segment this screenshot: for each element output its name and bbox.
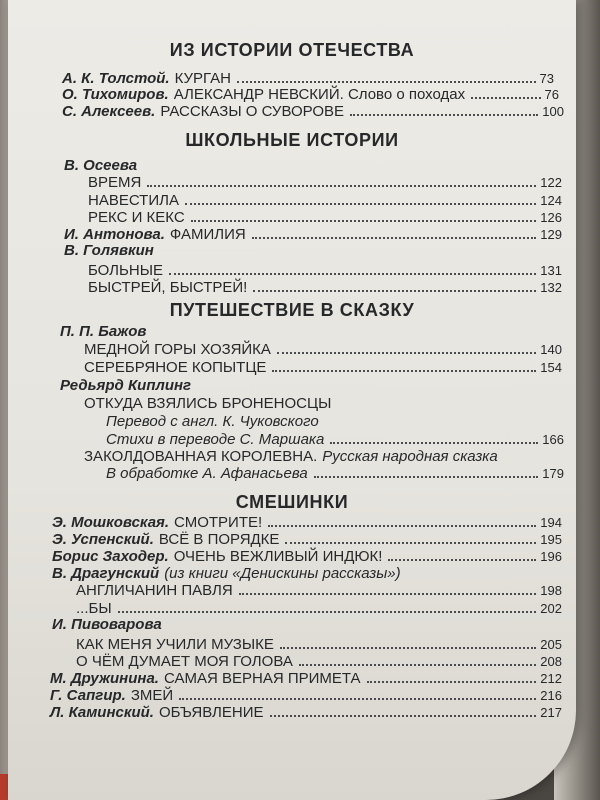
entry-subtitle: Русская народная сказка xyxy=(322,448,498,465)
author-name: Редьярд Киплинг xyxy=(60,377,192,394)
dot-leader xyxy=(471,97,540,99)
dot-leader xyxy=(169,273,536,275)
toc-entry xyxy=(76,636,562,654)
page-number: 140 xyxy=(540,342,562,357)
author-name: В. Осеева xyxy=(64,157,138,174)
dot-leader xyxy=(388,559,536,561)
entry-author: М. Дружинина. xyxy=(50,670,159,687)
page-number: 132 xyxy=(540,280,562,295)
entry-author: Борис Заходер. xyxy=(52,548,169,565)
dot-leader xyxy=(147,185,536,187)
page-number: 195 xyxy=(540,532,562,547)
entry-title-line xyxy=(84,395,331,413)
toc-entry xyxy=(52,514,562,532)
toc-entry xyxy=(62,103,564,121)
page-number: 154 xyxy=(540,360,562,375)
dot-leader xyxy=(367,681,537,683)
page-number: 126 xyxy=(540,210,562,225)
toc-entry xyxy=(62,86,559,104)
dot-leader xyxy=(299,664,536,666)
page-number: 196 xyxy=(540,549,562,564)
dot-leader xyxy=(285,542,536,544)
entry-author: Э. Мошковская. xyxy=(52,514,170,531)
author-heading xyxy=(52,616,162,634)
dot-leader xyxy=(179,698,536,700)
entry-title: КАК МЕНЯ УЧИЛИ МУЗЫКЕ xyxy=(76,636,274,653)
page-number: 208 xyxy=(540,654,562,669)
entry-author: С. Алексеев. xyxy=(62,103,156,120)
page-number: 76 xyxy=(544,87,559,102)
author-name: П. П. Бажов xyxy=(60,323,147,340)
dot-leader xyxy=(253,290,536,292)
entry-title-line xyxy=(84,448,498,466)
dot-leader xyxy=(118,611,537,613)
entry-title: ФАМИЛИЯ xyxy=(169,226,246,243)
entry-title: ОБЪЯВЛЕНИЕ xyxy=(158,704,264,721)
entry-title: ВРЕМЯ xyxy=(88,174,142,191)
toc-entry xyxy=(50,687,562,705)
entry-title: БЫСТРЕЙ, БЫСТРЕЙ! xyxy=(88,279,248,296)
entry-title: ЗМЕЙ xyxy=(130,687,174,704)
dot-leader xyxy=(277,352,536,354)
author-heading xyxy=(60,377,191,395)
toc-entry xyxy=(84,359,562,377)
page-number: 217 xyxy=(540,705,562,720)
entry-title: ...БЫ xyxy=(76,600,112,617)
author-name: И. Пивоварова xyxy=(52,616,162,633)
toc-entry xyxy=(88,209,562,227)
toc-entry xyxy=(88,262,562,280)
dot-leader xyxy=(330,442,538,444)
page-number: 205 xyxy=(540,637,562,652)
section-heading-fairytale: ПУТЕШЕСТВИЕ В СКАЗКУ xyxy=(169,300,415,320)
toc-entry xyxy=(84,341,562,359)
entry-title: РЕКС И КЕКС xyxy=(88,209,185,226)
page-number: 131 xyxy=(540,263,562,278)
dot-leader xyxy=(350,114,538,116)
author-name: В. Голявкин xyxy=(64,242,154,259)
dot-leader xyxy=(272,370,536,372)
entry-title: ОТКУДА ВЗЯЛИСЬ БРОНЕНОСЦЫ xyxy=(84,395,332,412)
entry-title: МЕДНОЙ ГОРЫ ХОЗЯЙКА xyxy=(84,341,271,358)
entry-title: АЛЕКСАНДР НЕВСКИЙ. Слово о походах xyxy=(173,86,466,103)
toc-entry xyxy=(88,192,562,210)
toc-entry xyxy=(106,431,564,449)
author-heading xyxy=(52,565,401,583)
page-number: 122 xyxy=(540,175,562,190)
entry-author: А. К. Толстой. xyxy=(62,70,170,87)
section-heading-school: ШКОЛЬНЫЕ ИСТОРИИ xyxy=(185,130,399,150)
entry-author: Л. Каминский. xyxy=(50,704,154,721)
toc-entry xyxy=(88,174,562,192)
toc-entry xyxy=(50,670,562,688)
translator-note: Стихи в переводе С. Маршака xyxy=(106,431,325,448)
dot-leader xyxy=(268,525,536,527)
section-heading-funny: СМЕШИНКИ xyxy=(235,492,349,512)
page-number: 124 xyxy=(540,193,562,208)
contents-page xyxy=(8,0,576,800)
entry-title: О ЧЁМ ДУМАЕТ МОЯ ГОЛОВА xyxy=(76,653,293,670)
toc-entry xyxy=(52,548,562,566)
entry-author: Э. Успенский. xyxy=(52,531,154,548)
toc-entry xyxy=(106,465,564,483)
entry-title: АНГЛИЧАНИН ПАВЛЯ xyxy=(76,582,233,599)
dot-leader xyxy=(237,81,536,83)
page-number: 198 xyxy=(540,583,562,598)
entry-title: ВСЁ В ПОРЯДКЕ xyxy=(158,531,280,548)
toc-entry xyxy=(50,704,562,722)
page-number: 216 xyxy=(540,688,562,703)
dot-leader xyxy=(191,220,537,222)
entry-author: И. Антонова. xyxy=(64,226,165,243)
dot-leader xyxy=(314,476,539,478)
author-heading xyxy=(60,323,146,341)
entry-author: Г. Сапгир. xyxy=(50,687,126,704)
entry-title: ОЧЕНЬ ВЕЖЛИВЫЙ ИНДЮК! xyxy=(173,548,383,565)
entry-title: РАССКАЗЫ О СУВОРОВЕ xyxy=(160,103,344,120)
page-number: 202 xyxy=(540,601,562,616)
page-number: 100 xyxy=(542,104,564,119)
entry-title: НАВЕСТИЛА xyxy=(88,192,179,209)
page-number: 194 xyxy=(540,515,562,530)
entry-note-line xyxy=(106,413,319,431)
dot-leader xyxy=(239,593,537,595)
entry-title: ЗАКОЛДОВАННАЯ КОРОЛЕВНА. xyxy=(84,448,318,465)
entry-title: БОЛЬНЫЕ xyxy=(88,262,163,279)
toc-entry xyxy=(76,653,562,671)
section-heading-history: ИЗ ИСТОРИИ ОТЕЧЕСТВА xyxy=(169,40,415,60)
page-number: 166 xyxy=(542,432,564,447)
toc-entry xyxy=(76,582,562,600)
translator-note: Перевод с англ. К. Чуковского xyxy=(106,413,319,430)
dot-leader xyxy=(270,715,537,717)
author-heading xyxy=(64,242,154,260)
page-number: 179 xyxy=(542,466,564,481)
page-number: 73 xyxy=(539,71,554,86)
entry-title: КУРГАН xyxy=(174,70,231,87)
dot-leader xyxy=(252,237,537,239)
toc-entry xyxy=(88,279,562,297)
toc-entry xyxy=(52,531,562,549)
page-number: 129 xyxy=(540,227,562,242)
entry-title: СМОТРИТЕ! xyxy=(174,514,263,531)
dot-leader xyxy=(185,203,536,205)
entry-title: СЕРЕБРЯНОЕ КОПЫТЦЕ xyxy=(84,359,267,376)
book-note: (из книги «Денискины рассказы») xyxy=(164,565,401,582)
author-name: В. Драгунский xyxy=(52,565,160,582)
entry-title: САМАЯ ВЕРНАЯ ПРИМЕТА xyxy=(163,670,361,687)
adaptation-note: В обработке А. Афанасьева xyxy=(106,465,308,482)
dot-leader xyxy=(280,647,536,649)
entry-author: О. Тихомиров. xyxy=(62,86,169,103)
page-number: 212 xyxy=(540,671,562,686)
author-heading xyxy=(64,157,137,175)
